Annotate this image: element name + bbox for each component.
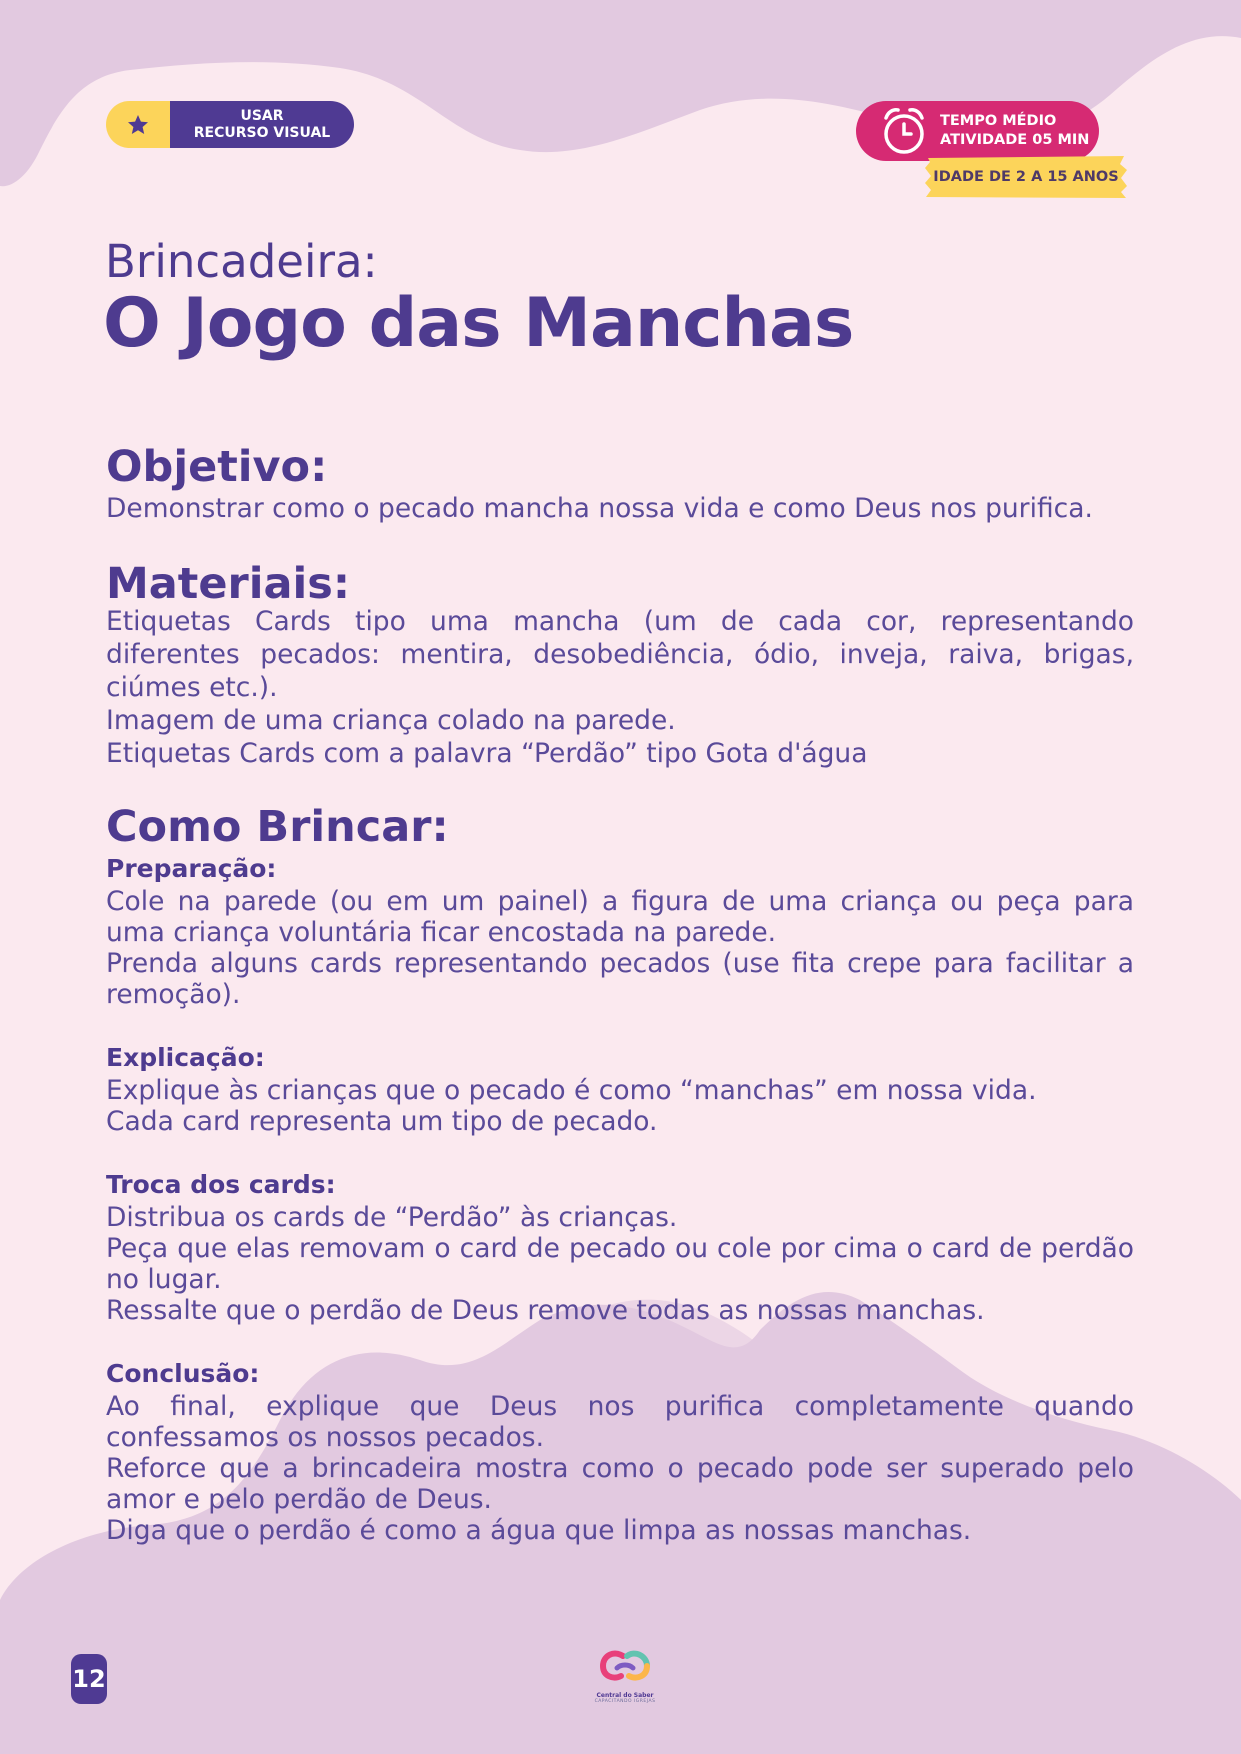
objective-text: Demonstrar como o pecado mancha nossa vida e como Deus nos purifica. xyxy=(106,493,1093,524)
how-to-play-heading: Como Brincar: xyxy=(106,802,449,852)
visual-resource-line1: USAR xyxy=(240,107,284,124)
page-subtitle: Brincadeira: xyxy=(105,235,378,288)
central-do-saber-logo xyxy=(585,1648,665,1710)
card-swap-line: Peça que elas removam o card de pecado ou cole por cima o card de perdão no lugar. xyxy=(106,1233,1134,1295)
logo-mark-icon xyxy=(599,1648,651,1688)
time-badge xyxy=(856,101,1099,161)
time-line1: TEMPO MÉDIO xyxy=(940,113,1057,129)
logo-tagline: CAPACITANDO IGREJAS xyxy=(594,1699,656,1704)
explanation-line: Explique às crianças que o pecado é como “manchas” em nossa vida. xyxy=(106,1075,1037,1106)
objective-heading: Objetivo: xyxy=(106,442,328,492)
age-text: IDADE DE 2 A 15 ANOS xyxy=(933,169,1119,185)
star-icon xyxy=(126,113,150,137)
conclusion-heading: Conclusão: xyxy=(106,1359,260,1388)
conclusion-line: Ao final, explique que Deus nos purifica completamente quando confessamos os nossos pecados. xyxy=(106,1391,1134,1453)
alarm-clock-icon xyxy=(876,103,932,159)
logo-name: Central do Saber xyxy=(596,1692,654,1699)
activity-content xyxy=(106,440,1134,1546)
materials-item: Etiquetas Cards com a palavra “Perdão” tipo Gota d'água xyxy=(106,738,868,769)
card-swap-heading: Troca dos cards: xyxy=(106,1170,336,1199)
preparation-heading: Preparação: xyxy=(106,854,277,883)
visual-resource-label xyxy=(170,101,354,148)
materials-item: Etiquetas Cards tipo uma mancha (um de cada cor, representando diferentes pecados: mentira, desobediência, ódio, inveja, raiva, brigas, ciúmes etc.). xyxy=(106,606,1134,703)
materials-item: Imagem de uma criança colado na parede. xyxy=(106,705,676,736)
explanation-line: Cada card representa um tipo de pecado. xyxy=(106,1106,658,1137)
conclusion-line: Reforce que a brincadeira mostra como o pecado pode ser superado pelo amor e pelo perdão de Deus. xyxy=(106,1453,1134,1515)
age-tag xyxy=(924,156,1128,198)
explanation-heading: Explicação: xyxy=(106,1043,265,1072)
page-number: 12 xyxy=(71,1654,107,1704)
materials-heading: Materiais: xyxy=(106,559,351,609)
time-text xyxy=(940,112,1089,150)
page-title: O Jogo das Manchas xyxy=(103,284,854,363)
visual-resource-line2: RECURSO VISUAL xyxy=(193,124,331,141)
conclusion-line: Diga que o perdão é como a água que limpa as nossas manchas. xyxy=(106,1515,972,1546)
preparation-line: Cole na parede (ou em um painel) a figura de uma criança ou peça para uma criança voluntária ficar encostada na parede. xyxy=(106,886,1134,948)
preparation-line: Prenda alguns cards representando pecados (use fita crepe para facilitar a remoção). xyxy=(106,948,1134,1010)
visual-resource-badge xyxy=(106,101,354,148)
time-line2: ATIVIDADE 05 MIN xyxy=(940,132,1090,148)
card-swap-line: Ressalte que o perdão de Deus remove todas as nossas manchas. xyxy=(106,1295,985,1326)
card-swap-line: Distribua os cards de “Perdão” às crianças. xyxy=(106,1202,678,1233)
star-icon-box xyxy=(106,101,170,148)
